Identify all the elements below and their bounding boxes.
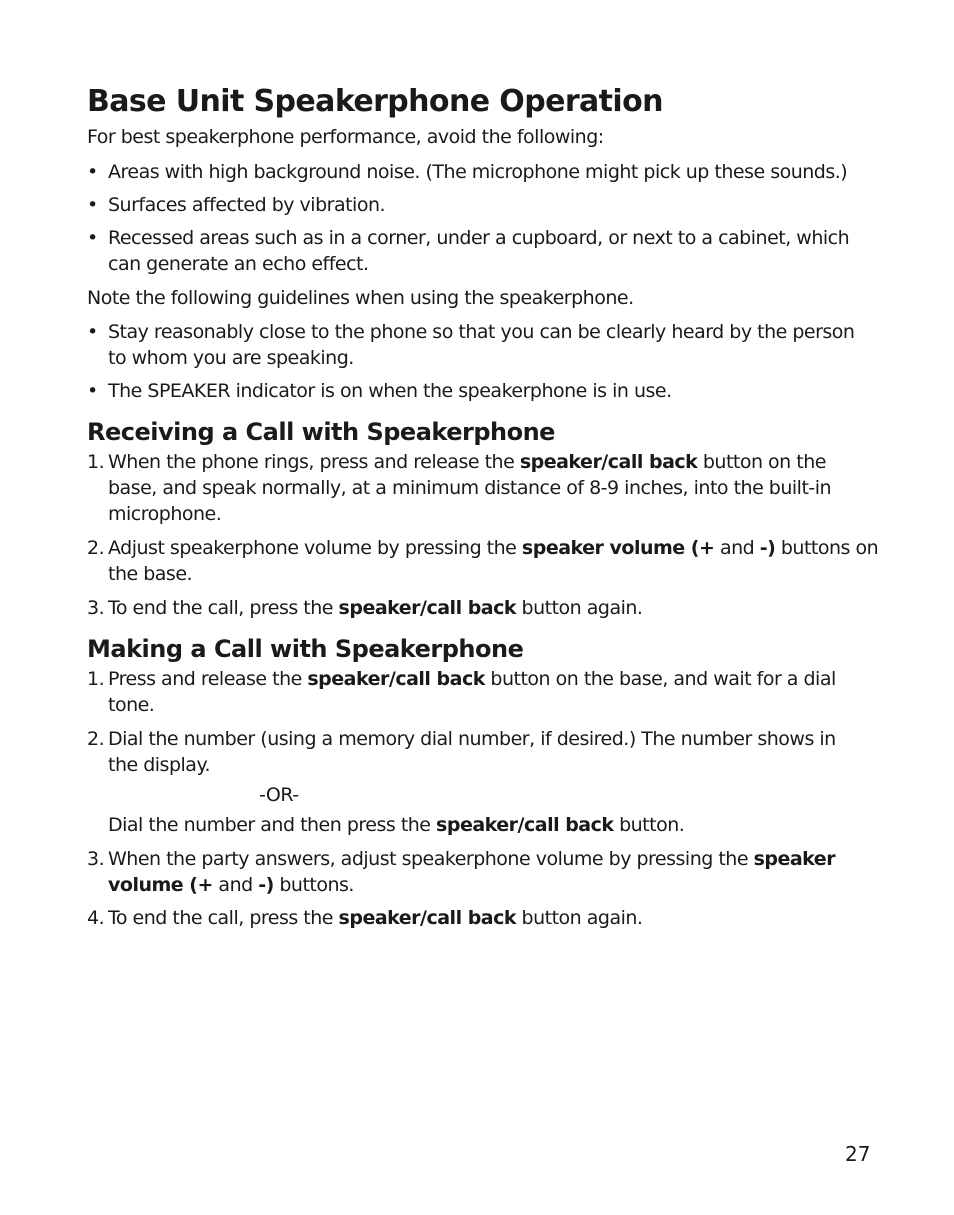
step-text: and	[714, 537, 760, 559]
item-text-line: to whom you are speaking.	[108, 347, 354, 369]
guidelines-intro: Note the following guidelines when using the speakerphone.	[87, 287, 634, 309]
step-number: 2.	[87, 537, 105, 559]
receiving-step-1	[87, 449, 877, 527]
step-text: Press and release the	[108, 668, 308, 690]
intro-text: For best speakerphone performance, avoid the following:	[87, 126, 604, 148]
button-name-volume-plus: volume (+	[108, 874, 213, 896]
step-number: 1.	[87, 668, 105, 690]
step-number: 1.	[87, 451, 105, 473]
step-text: button again.	[516, 597, 643, 619]
button-name-speaker-call-back: speaker/call back	[338, 597, 517, 619]
step-text-line: the display.	[108, 754, 211, 776]
step-text-line: microphone.	[108, 503, 222, 525]
receiving-step-2	[87, 535, 877, 587]
step-text: Adjust speakerphone volume by pressing the	[108, 537, 522, 559]
button-name-speaker: speaker	[753, 848, 836, 870]
page-number: 27	[845, 1142, 871, 1166]
item-text: Areas with high background noise. (The microphone might pick up these sounds.)	[108, 161, 848, 183]
bullet-marker: •	[87, 380, 98, 402]
making-step-2-alternative	[87, 812, 877, 838]
avoid-item-vibration	[87, 192, 877, 218]
section-heading-receiving: Receiving a Call with Speakerphone	[87, 418, 555, 446]
step-text-line: the base.	[108, 563, 193, 585]
step-text: To end the call, press the	[108, 597, 339, 619]
step-number: 4.	[87, 907, 105, 929]
step-text: buttons.	[273, 874, 354, 896]
page-title: Base Unit Speakerphone Operation	[87, 84, 663, 119]
step-text: button on the base, and wait for a dial	[484, 668, 836, 690]
button-name-speaker-volume-plus: speaker volume (+	[521, 537, 715, 559]
step-number: 3.	[87, 597, 105, 619]
item-text: Surfaces affected by vibration.	[108, 194, 386, 216]
button-name-minus: -)	[759, 537, 776, 559]
step-text: button.	[613, 814, 685, 836]
avoid-item-noise	[87, 159, 877, 185]
step-text-line: Dial the number (using a memory dial number, if desired.) The number shows in	[108, 728, 836, 750]
section-heading-making: Making a Call with Speakerphone	[87, 635, 524, 663]
button-name-speaker-call-back: speaker/call back	[436, 814, 614, 836]
or-separator: -OR-	[259, 784, 299, 806]
step-text: button on the	[697, 451, 826, 473]
making-step-2	[87, 726, 877, 778]
item-text-line: can generate an echo effect.	[108, 253, 369, 275]
item-text: The SPEAKER indicator is on when the speakerphone is in use.	[108, 380, 672, 402]
making-step-4	[87, 905, 877, 931]
receiving-step-3	[87, 595, 877, 621]
making-step-3	[87, 846, 877, 898]
guideline-item-distance	[87, 319, 877, 371]
button-name-speaker-call-back: speaker/call back	[307, 668, 485, 690]
step-number: 3.	[87, 848, 105, 870]
button-name-speaker-call-back: speaker/call back	[338, 907, 517, 929]
making-step-1	[87, 666, 877, 718]
step-text: and	[212, 874, 259, 896]
guideline-item-indicator	[87, 378, 877, 404]
step-text: When the phone rings, press and release the	[108, 451, 520, 473]
bullet-marker: •	[87, 161, 98, 183]
bullet-marker: •	[87, 321, 98, 343]
step-text: buttons on	[775, 537, 879, 559]
step-text-line: tone.	[108, 694, 155, 716]
step-text: When the party answers, adjust speakerphone volume by pressing the	[108, 848, 754, 870]
step-number: 2.	[87, 728, 105, 750]
item-text-line: Stay reasonably close to the phone so that you can be clearly heard by the person	[108, 321, 855, 343]
step-text-line: base, and speak normally, at a minimum distance of 8-9 inches, into the built-in	[108, 477, 832, 499]
bullet-marker: •	[87, 194, 98, 216]
item-text-line: Recessed areas such as in a corner, under a cupboard, or next to a cabinet, which	[108, 227, 850, 249]
step-text: button again.	[516, 907, 643, 929]
avoid-item-recessed	[87, 225, 877, 277]
step-text: To end the call, press the	[108, 907, 339, 929]
step-text: Dial the number and then press the	[108, 814, 437, 836]
bullet-marker: •	[87, 227, 98, 249]
button-name-minus: -)	[258, 874, 274, 896]
button-name-speaker-call-back: speaker/call back	[519, 451, 698, 473]
